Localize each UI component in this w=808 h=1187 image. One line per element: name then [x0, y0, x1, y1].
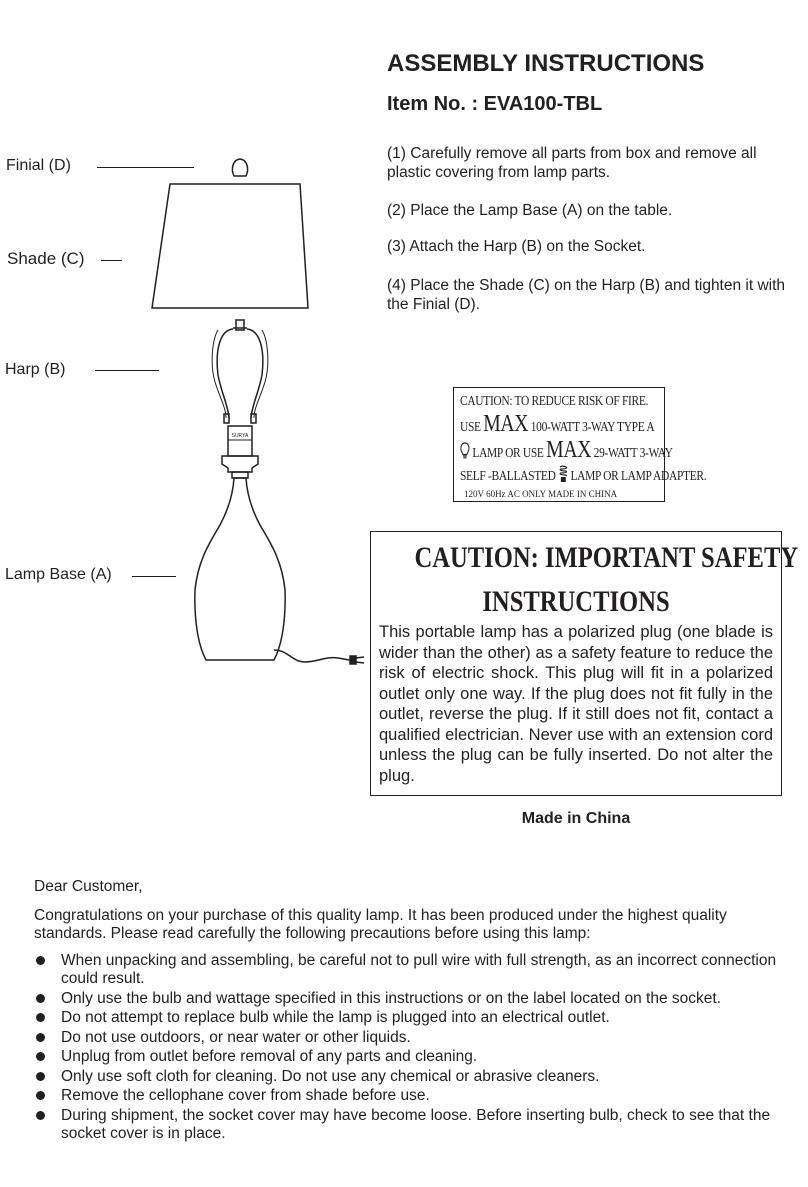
socket-brand: SURYA — [231, 433, 249, 439]
cfl-bulb-icon — [558, 465, 568, 483]
list-item: During shipment, the socket cover may have become loose. Before inserting bulb, check to see that the socket cover is in place. — [34, 1107, 784, 1143]
precautions-list — [34, 952, 784, 1144]
caution-label-line1: CAUTION: TO REDUCE RISK OF FIRE. — [460, 394, 649, 409]
label-finial: Finial (D) — [6, 157, 71, 174]
caution-label-line3: LAMP OR USE MAX 29-WATT 3-WAY — [460, 439, 622, 465]
caution-label-line4: SELF -BALLASTED LAMP OR LAMP ADAPTER. — [460, 465, 622, 488]
step-2: (2) Place the Lamp Base (A) on the table. — [387, 202, 673, 219]
lamp-base-part — [195, 478, 285, 660]
label-shade: Shade (C) — [7, 249, 85, 268]
intro-paragraph: Congratulations on your purchase of this quality lamp. It has been produced under the highest quality standards. Please read carefully the following precautions before using this lamp: — [34, 907, 727, 942]
bullet-icon — [36, 956, 45, 965]
harp-arms — [217, 329, 263, 418]
list-item: Unplug from outlet before removal of any parts and cleaning. — [34, 1048, 784, 1066]
bullet-icon — [36, 1033, 45, 1042]
bulb-icon — [460, 442, 470, 460]
list-item: Only use the bulb and wattage specified in this instructions or on the label located on the socket. — [34, 990, 784, 1008]
bullet-icon — [36, 994, 45, 1003]
made-in-china: Made in China — [521, 810, 631, 827]
greeting: Dear Customer, — [34, 878, 143, 895]
caution-label — [453, 387, 707, 502]
safety-body: This portable lamp has a polarized plug (one blade is wider than the other) as a safety feature to reduce the risk of electric shock. This plug will fit in a polarized outlet only one way. If the plug does not fit fully in the outlet, reverse the plug. If it still does not fit, contact a qualified electrician. Never use with an extension cord unless the plug can be fully inserted. Do not alter the plug. — [379, 623, 773, 785]
lamp-diagram — [140, 150, 370, 690]
shade-part — [152, 184, 308, 308]
bullet-icon — [36, 1072, 45, 1081]
bullet-icon — [36, 1013, 45, 1022]
list-item: Do not attempt to replace bulb while the lamp is plugged into an electrical outlet. — [34, 1009, 784, 1027]
caution-label-footer: 120V 60Hz AC ONLY MADE IN CHINA — [464, 489, 618, 499]
safety-title-line1: CAUTION: IMPORTANT SAFETY — [414, 541, 799, 574]
list-item: Remove the cellophane cover from shade before use. — [34, 1087, 784, 1105]
caution-label-line2: USE MAX 100-WATT 3-WAY TYPE A — [460, 411, 655, 437]
bullet-icon — [36, 1052, 45, 1061]
item-number: Item No. : EVA100-TBL — [387, 93, 603, 115]
leader-shade — [101, 260, 122, 261]
list-item: Only use soft cloth for cleaning. Do not use any chemical or abrasive cleaners. — [34, 1068, 784, 1086]
document-title: ASSEMBLY INSTRUCTIONS — [387, 50, 705, 77]
step-4: (4) Place the Shade (C) on the Harp (B) and tighten it with the Finial (D). — [387, 277, 786, 313]
step-3: (3) Attach the Harp (B) on the Socket. — [387, 238, 646, 255]
bullet-icon — [36, 1091, 45, 1100]
label-harp: Harp (B) — [5, 361, 66, 378]
cord — [274, 650, 350, 662]
list-item: When unpacking and assembling, be careful not to pull wire with full strength, as an incorrect connection could result. — [34, 952, 784, 988]
step-1: (1) Carefully remove all parts from box and remove all plastic covering from lamp parts. — [387, 145, 757, 181]
bullet-icon — [36, 1111, 45, 1120]
finial-part — [232, 159, 247, 176]
safety-title-line2: INSTRUCTIONS — [482, 585, 670, 618]
socket-part — [228, 426, 252, 456]
label-lamp-base: Lamp Base (A) — [5, 566, 112, 583]
safety-instructions-box — [370, 531, 799, 796]
list-item: Do not use outdoors, or near water or other liquids. — [34, 1029, 784, 1047]
